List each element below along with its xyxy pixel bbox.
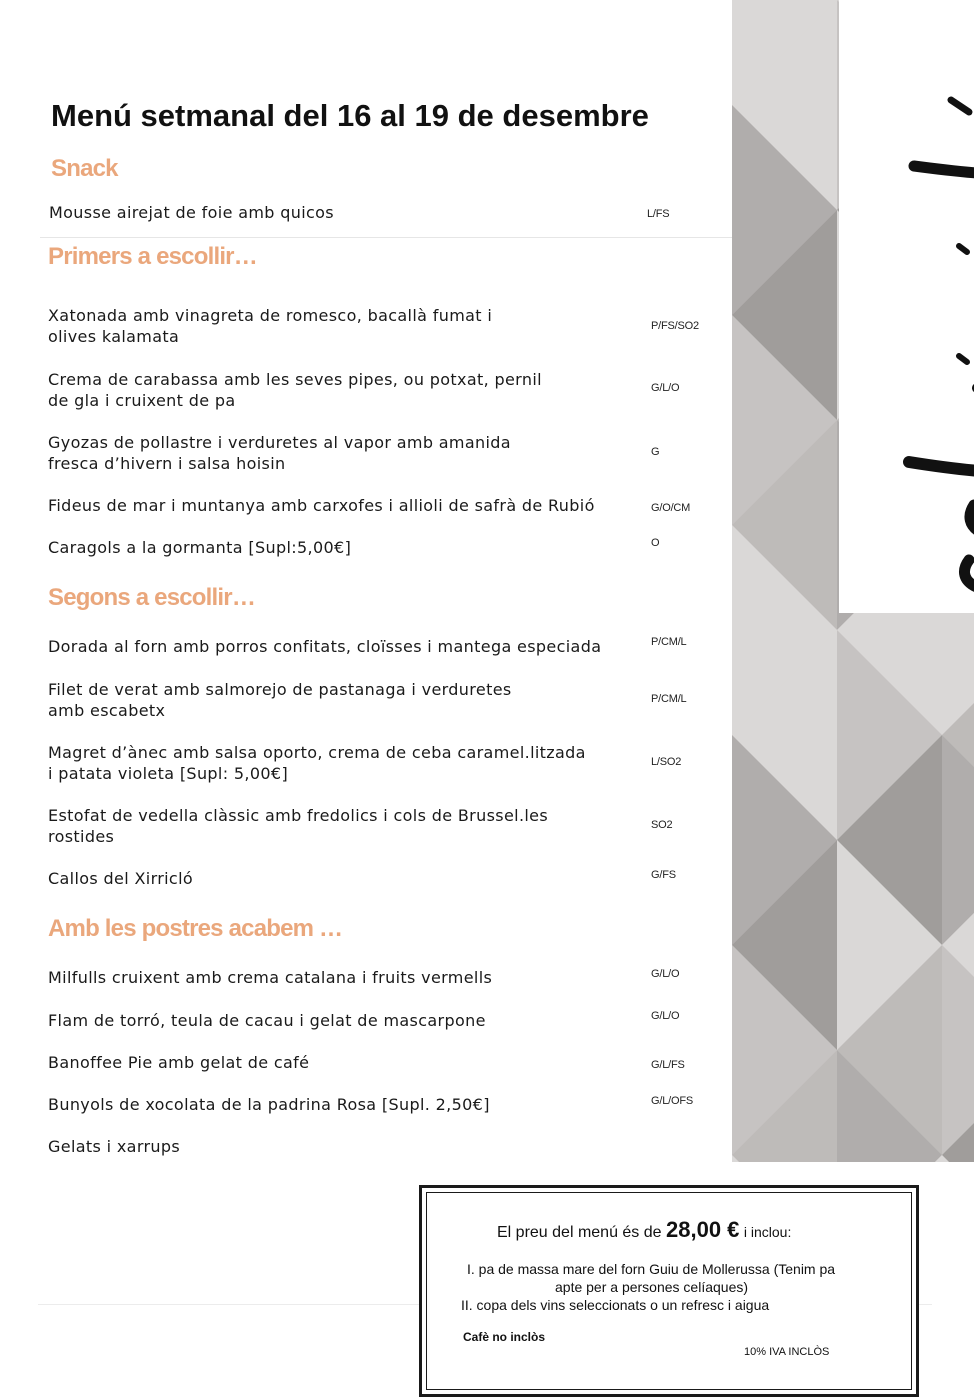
vat-note: 10% IVA INCLÒS xyxy=(744,1346,830,1358)
section-heading-postres: Amb les postres acabem … xyxy=(48,915,343,942)
price-box-inner-border xyxy=(426,1192,912,1390)
menu-item-segons-5: Callos del Xirricló xyxy=(48,869,194,888)
menu-item-primers-5: Caragols a la gormanta [Supl:5,00€] xyxy=(48,538,352,557)
allergen-code: P/CM/L xyxy=(651,636,687,648)
allergen-code: G/L/O xyxy=(651,382,680,394)
menu-item-postres-3: Banoffee Pie amb gelat de café xyxy=(48,1053,310,1072)
page-title: Menú setmanal del 16 al 19 de desembre xyxy=(51,98,649,133)
allergen-code: G/L/O xyxy=(651,968,680,980)
allergen-code: P/FS/SO2 xyxy=(651,320,699,332)
menu-item-primers-4: Fideus de mar i muntanya amb carxofes i allioli de safrà de Rubió xyxy=(48,496,595,515)
menu-item-postres-2: Flam de torró, teula de cacau i gelat de mascarpone xyxy=(48,1011,486,1030)
section-heading-primers: Primers a escollir… xyxy=(48,243,257,270)
brush-lettering-logo-icon xyxy=(839,0,974,613)
coffee-note: Cafè no inclòs xyxy=(463,1330,546,1344)
section-heading-segons: Segons a escollir… xyxy=(48,584,256,611)
menu-item-snack-1: Mousse airejat de foie amb quicos xyxy=(49,203,334,222)
menu-item-postres-1: Milfulls cruixent amb crema catalana i fruits vermells xyxy=(48,968,493,987)
menu-price: 28,00 € xyxy=(666,1217,740,1242)
allergen-code: G/L/OFS xyxy=(651,1095,693,1107)
menu-item-segons-1: Dorada al forn amb porros confitats, cloïsses i mantega especiada xyxy=(48,637,602,656)
menu-item-segons-4: Estofat de vedella clàssic amb fredolics i cols de Brussel.les rostides xyxy=(48,806,549,846)
pattern-triangle xyxy=(942,945,974,1155)
allergen-code: G/L/FS xyxy=(651,1059,685,1071)
allergen-code: G/FS xyxy=(651,869,676,881)
menu-item-segons-3: Magret d’ànec amb salsa oporto, crema de ceba caramel.litzada i patata violeta [Supl: 5,00€] xyxy=(48,743,586,783)
include-item-2: II. copa dels vins seleccionats o un refresc i aigua xyxy=(461,1297,770,1313)
allergen-code: G/O/CM xyxy=(651,502,691,514)
menu-item-postres-4: Bunyols de xocolata de la padrina Rosa [Supl. 2,50€] xyxy=(48,1095,490,1114)
allergen-code: SO2 xyxy=(651,819,673,831)
allergen-code: L/SO2 xyxy=(651,756,682,768)
price-line xyxy=(497,1217,791,1243)
allergen-code: G/L/O xyxy=(651,1010,680,1022)
include-item-1-cont: apte per a persones celíaques) xyxy=(555,1279,749,1295)
price-box xyxy=(419,1185,919,1397)
divider xyxy=(40,237,732,238)
allergen-code: G xyxy=(651,446,660,458)
include-item-1: I. pa de massa mare del forn Guiu de Mollerussa (Tenim pa xyxy=(467,1261,836,1277)
menu-item-postres-5: Gelats i xarrups xyxy=(48,1137,181,1156)
allergen-code: P/CM/L xyxy=(651,693,687,705)
menu-item-primers-1: Xatonada amb vinagreta de romesco, bacallà fumat i olives kalamata xyxy=(48,306,493,346)
pattern-triangle xyxy=(942,735,974,945)
allergen-code: L/FS xyxy=(647,208,670,220)
price-includes: i inclou: xyxy=(743,1224,792,1240)
price-intro: El preu del menú és de xyxy=(497,1224,662,1241)
allergen-code: O xyxy=(651,537,660,549)
menu-item-segons-2: Filet de verat amb salmorejo de pastanaga i verduretes amb escabetx xyxy=(48,680,512,720)
menu-item-primers-3: Gyozas de pollastre i verduretes al vapor amb amanida fresca d’hivern i salsa hoisin xyxy=(48,433,511,473)
logo-panel xyxy=(839,0,974,613)
menu-item-primers-2: Crema de carabassa amb les seves pipes, ou potxat, pernil de gla i cruixent de pa xyxy=(48,370,542,410)
section-heading-snack: Snack xyxy=(51,155,118,182)
